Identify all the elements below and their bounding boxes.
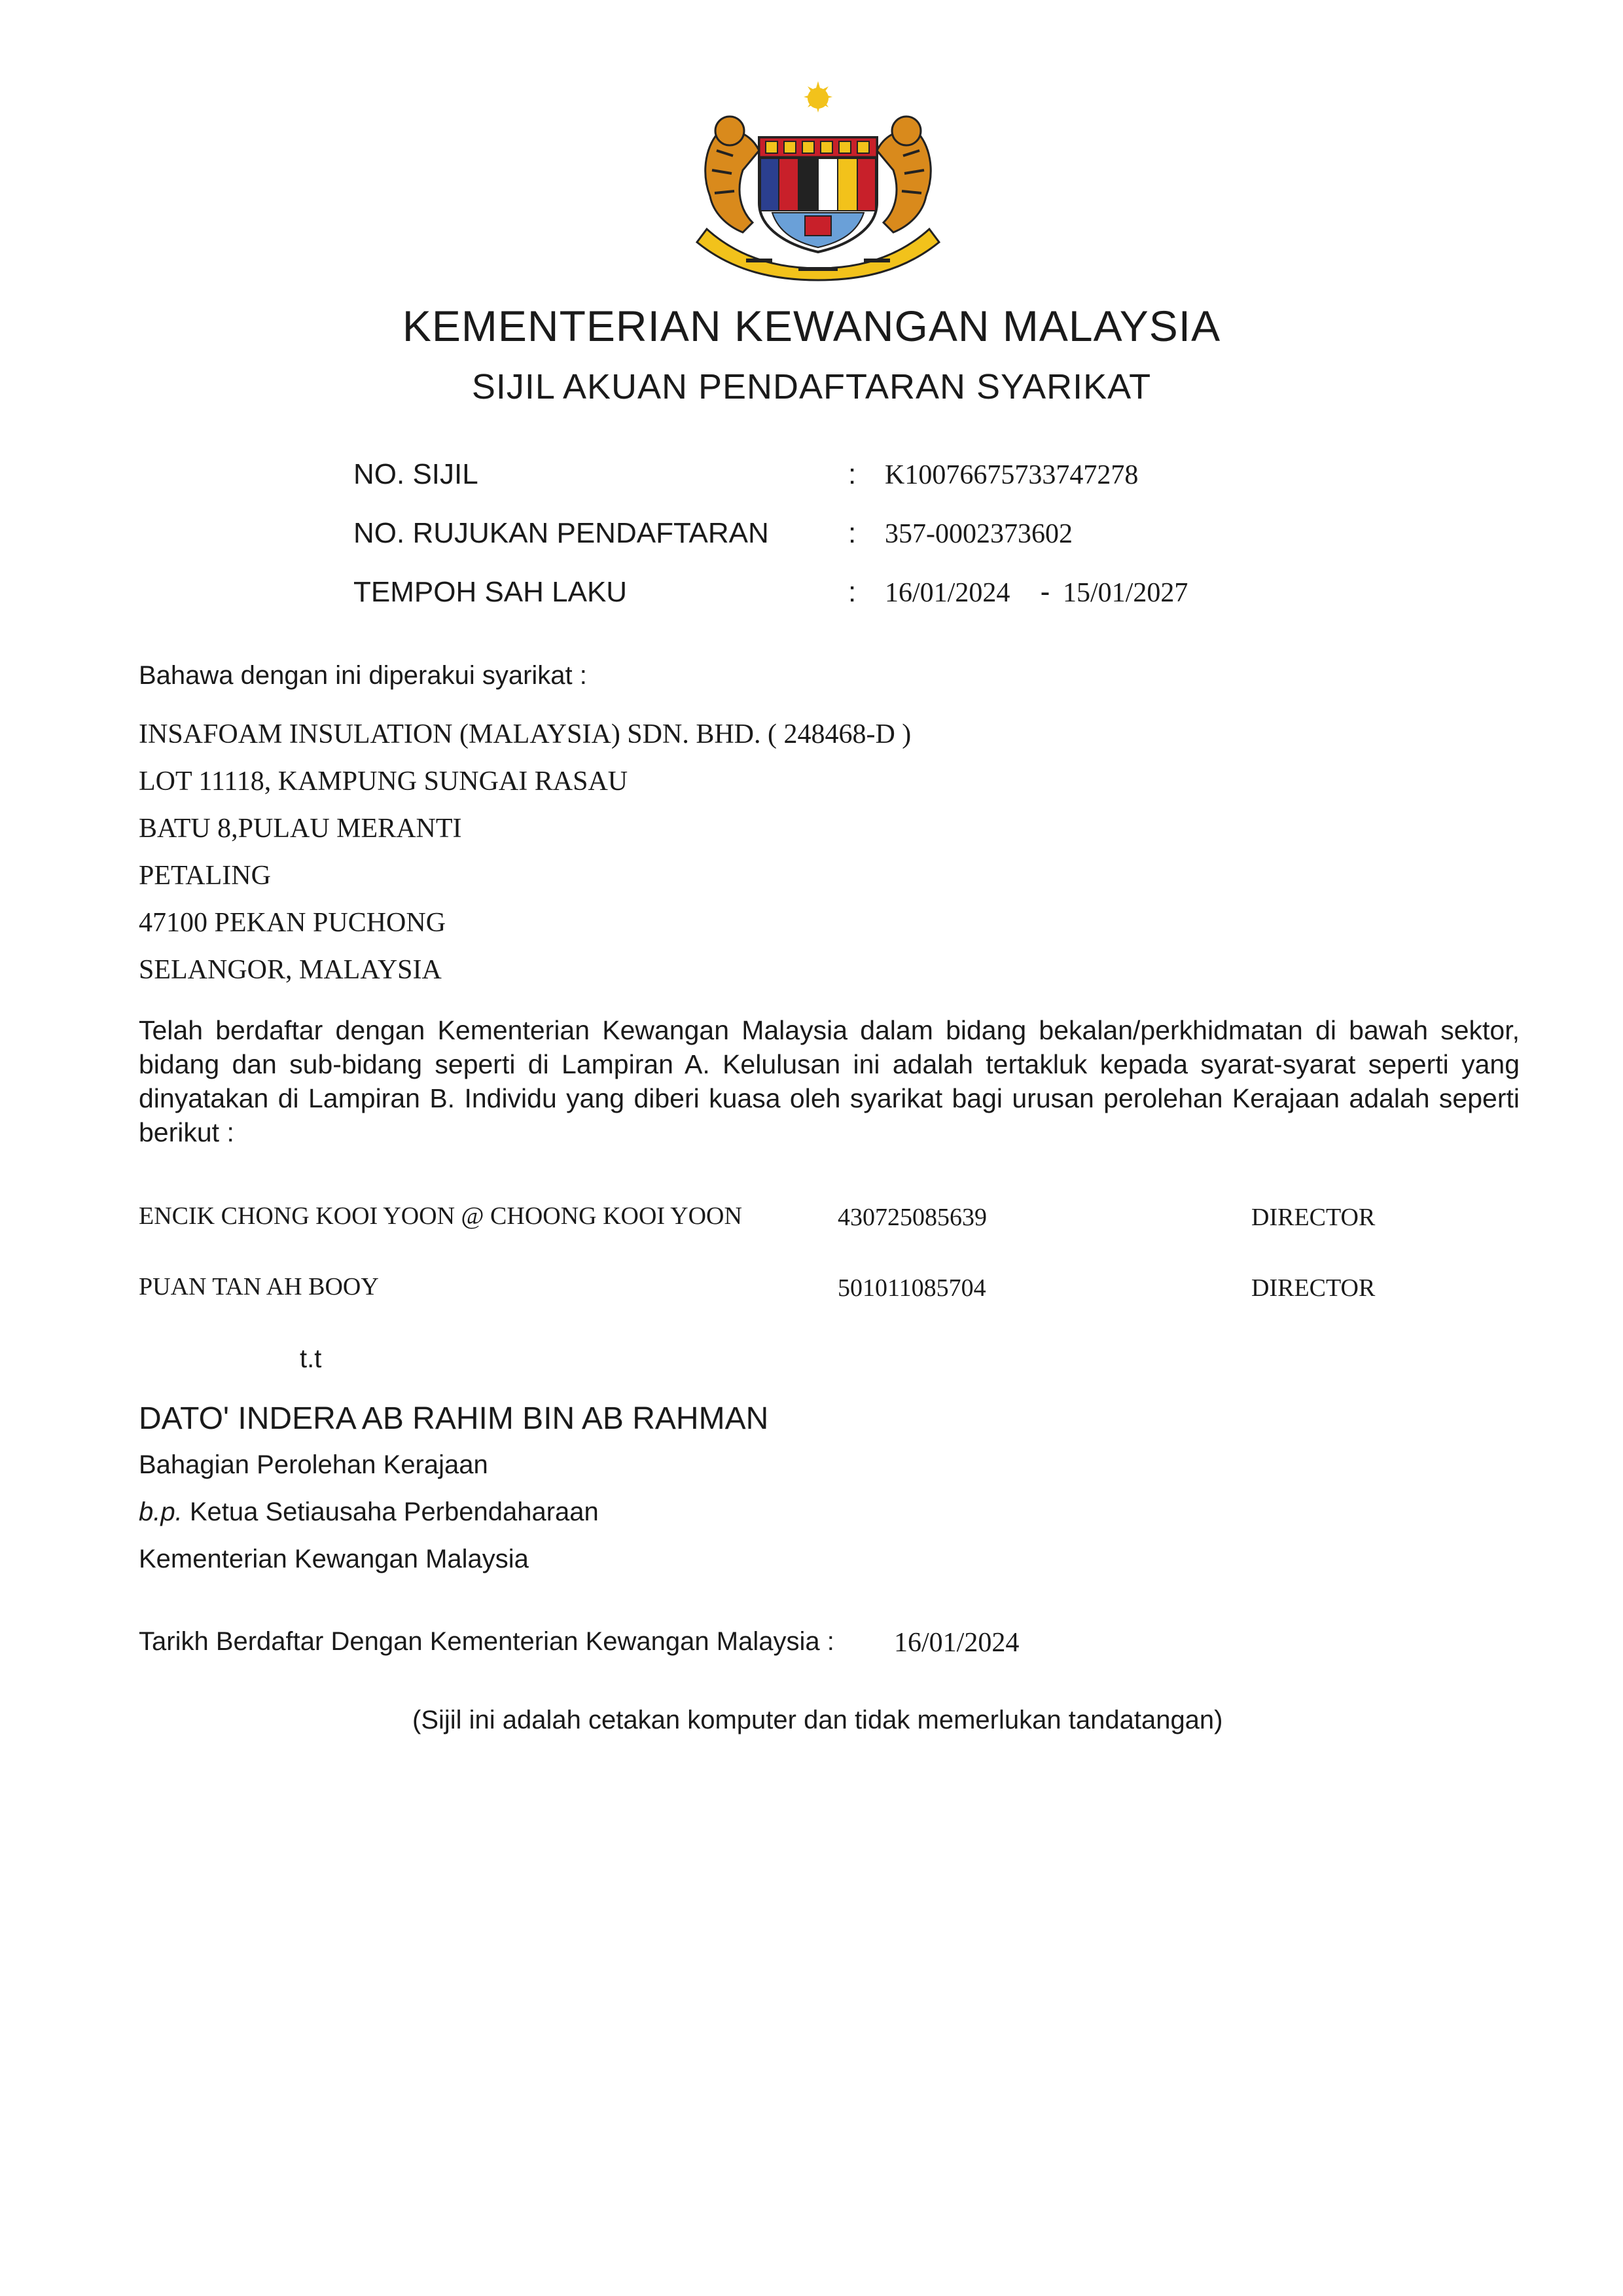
- on-behalf-title: Ketua Setiausaha Perbendaharaan: [189, 1498, 599, 1526]
- ministry-title: KEMENTERIAN KEWANGAN MALAYSIA: [402, 302, 1221, 350]
- company-name: INSAFOAM INSULATION (MALAYSIA) SDN. BHD. ( 248468-D ): [139, 719, 912, 749]
- ref-no-value: 357-0002373602: [885, 519, 1073, 549]
- coat-of-arms-icon: [681, 79, 955, 281]
- ref-no-colon: :: [848, 517, 857, 549]
- address-line: PETALING: [139, 861, 271, 891]
- computer-print-note: (Sijil ini adalah cetakan komputer dan tidak memerlukan tandatangan): [412, 1706, 1223, 1734]
- signatory-on-behalf: [139, 1498, 599, 1527]
- cert-no-value: K10076675733747278: [885, 460, 1139, 490]
- bp-prefix: b.p.: [139, 1498, 183, 1526]
- person-name: PUAN TAN AH BOOY: [139, 1273, 379, 1300]
- signature-tt: t.t: [300, 1344, 322, 1373]
- address-line: SELANGOR, MALAYSIA: [139, 955, 442, 985]
- person-id: 501011085704: [838, 1274, 986, 1302]
- person-role: DIRECTOR: [1251, 1274, 1376, 1302]
- validity-separator: -: [1041, 577, 1050, 607]
- signatory-ministry: Kementerian Kewangan Malaysia: [139, 1545, 529, 1573]
- ref-no-label: NO. RUJUKAN PENDAFTARAN: [353, 517, 769, 549]
- certificate-title: SIJIL AKUAN PENDAFTARAN SYARIKAT: [471, 367, 1152, 406]
- person-name: ENCIK CHONG KOOI YOON @ CHOONG KOOI YOON: [139, 1202, 742, 1230]
- registration-label: Tarikh Berdaftar Dengan Kementerian Kewangan Malaysia :: [139, 1627, 834, 1656]
- cert-no-label: NO. SIJIL: [353, 458, 478, 490]
- validity-start: 16/01/2024: [885, 578, 1010, 608]
- validity-label: TEMPOH SAH LAKU: [353, 576, 628, 608]
- statement-paragraph: Telah berdaftar dengan Kementerian Kewangan Malaysia dalam bidang bekalan/perkhidmatan di bawah sektor, bidang dan sub-bidang seperti di Lampiran A. Kelulusan ini adalah tertakluk kepada syarat-syarat seperti yang dinyatakan di Lampiran B. Individu yang diberi kuasa oleh syarikat bagi urusan perolehan Kerajaan adalah seperti berikut :: [139, 1015, 1520, 1147]
- signatory-name: DATO' INDERA AB RAHIM BIN AB RAHMAN: [139, 1401, 769, 1436]
- signatory-division: Bahagian Perolehan Kerajaan: [139, 1450, 488, 1479]
- person-id: 430725085639: [838, 1204, 987, 1231]
- person-role: DIRECTOR: [1251, 1204, 1376, 1231]
- cert-no-colon: :: [848, 458, 857, 490]
- validity-end: 15/01/2027: [1063, 578, 1188, 608]
- registration-date: 16/01/2024: [894, 1628, 1020, 1658]
- address-line: 47100 PEKAN PUCHONG: [139, 908, 446, 938]
- address-line: BATU 8,PULAU MERANTI: [139, 814, 462, 844]
- address-line: LOT 11118, KAMPUNG SUNGAI RASAU: [139, 766, 628, 797]
- validity-colon: :: [848, 576, 857, 608]
- intro-text: Bahawa dengan ini diperakui syarikat :: [139, 661, 587, 690]
